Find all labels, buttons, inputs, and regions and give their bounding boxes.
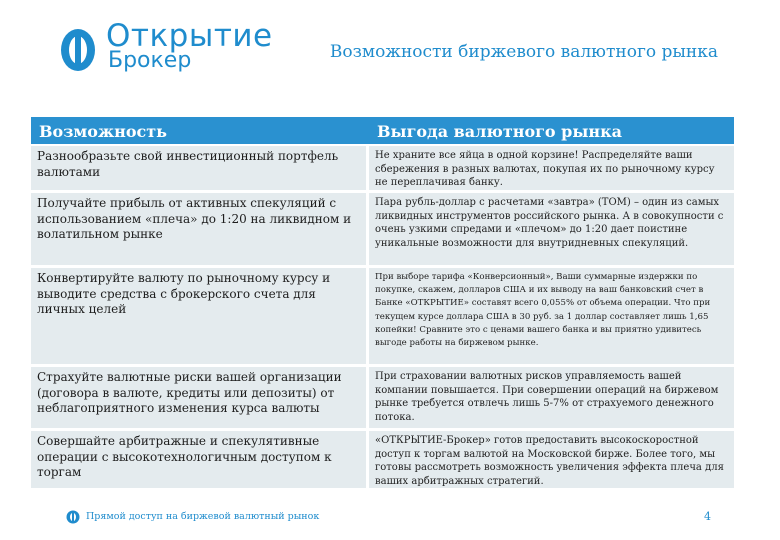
table-header	[31, 117, 734, 146]
benefits-table	[31, 117, 734, 491]
header	[0, 0, 780, 97]
opportunity-cell: Конвертируйте валюту по рыночному курсу и выводите средства с брокерского счета для личных целей	[31, 268, 369, 364]
benefit-cell: Пара рубль-доллар с расчетами «завтра» (TOM) – один из самых ликвидных инструментов российского рынка. А в совокупности с очень узкими спредами и «плечом» до 1:20 дает поистине уникальные возможности для внутридневных спекуляций.	[375, 197, 724, 249]
benefit-cell: Не храните все яйца в одной корзине! Распределяйте ваши сбережения в разных валютах, покупая их по рыночному курсу не переплачивая банку.	[375, 150, 715, 188]
footer-caption: Прямой доступ на биржевой валютный рынок	[86, 511, 320, 522]
table-row	[31, 146, 734, 193]
logo-text-sub: Брокер	[108, 48, 192, 73]
opportunity-cell: Разнообразьте свой инвестиционный портфель валютами	[31, 146, 369, 190]
table-row	[31, 268, 734, 367]
opportunity-cell: Совершайте арбитражные и спекулятивные операции с высокотехнологичным доступом к торгам	[31, 431, 369, 488]
column-header-opportunity: Возможность	[39, 122, 168, 141]
opportunity-cell: Получайте прибыль от активных спекуляций с использованием «плеча» до 1:20 на ликвидном и волатильном рынке	[31, 193, 369, 265]
table-row	[31, 193, 734, 268]
column-header-benefit: Выгода валютного рынка	[377, 122, 623, 141]
logo-mark-icon	[58, 26, 98, 74]
logo-mark-icon	[66, 510, 80, 524]
page-number: 4	[704, 510, 711, 523]
logo-text-main: Открытие	[106, 18, 273, 54]
benefit-cell: «ОТКРЫТИЕ-Брокер» готов предоставить высокоскоростной доступ к торгам валютой на Московской бирже. Более того, мы готовы рассмотреть возможность увеличения эффекта плеча для ваших арбитражных стратегий.	[375, 435, 724, 487]
opportunity-cell: Страхуйте валютные риски вашей организации (договора в валюте, кредиты или депозиты) от неблагоприятного изменения курса валюты	[31, 367, 369, 428]
company-logo	[58, 18, 278, 76]
table-row	[31, 367, 734, 431]
benefit-cell: При страховании валютных рисков управляемость вашей компании повышается. При совершении операций на биржевом рынке требуется отвлечь лишь 5-7% от страхуемого денежного потока.	[375, 371, 719, 423]
table-row	[31, 431, 734, 491]
page-title: Возможности биржевого валютного рынка	[329, 42, 718, 62]
benefit-cell: При выборе тарифа «Конверсионный», Ваши суммарные издержки по покупке, скажем, долларов США и их выводу на ваш банковский счет в Банке «ОТКРЫТИЕ» составят всего 0,055% от объема операции. Что при текущем курсе доллара США в 30 руб. за 1 доллар составляет лишь 1,65 копейки! Сравните это с ценами вашего банка и вы приятно удивитесь выгоде работы на биржевом рынке.	[375, 272, 711, 349]
